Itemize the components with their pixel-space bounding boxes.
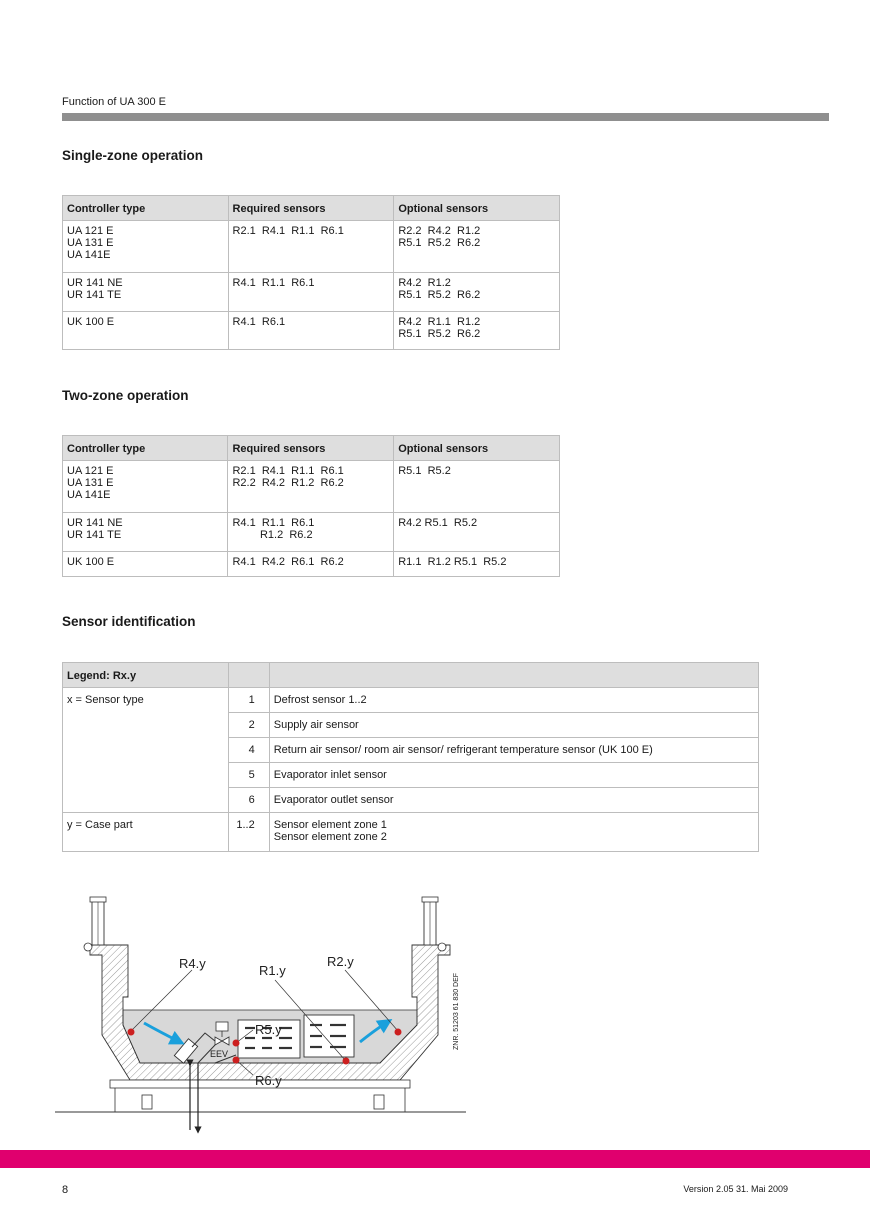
type-number: 5 [228,763,269,788]
label-r6: R6.y [255,1073,282,1088]
table-row [63,312,560,350]
cell-controller: UA 121 E UA 131 E UA 141E [63,461,228,513]
label-r4: R4.y [179,956,206,971]
type-description: Evaporator inlet sensor [269,763,758,788]
cell-optional: R5.1 R5.2 [394,461,560,513]
cell-controller: UR 141 NE UR 141 TE [63,273,229,312]
cell-controller: UA 121 E UA 131 E UA 141E [63,221,229,273]
case-number: 1..2 [228,813,269,852]
cell-optional: R4.2 R1.1 R1.2 R5.1 R5.2 R6.2 [394,312,560,350]
drawing-code: ZNR. 51203 61 830 DEF [453,972,460,1050]
col-header-optional: Optional sensors [394,196,560,221]
sensor-r4-dot [128,1029,135,1036]
header-rule [62,113,829,121]
type-description: Supply air sensor [269,713,758,738]
single-zone-table [62,195,560,350]
table-row [63,221,560,273]
label-r5: R5.y [255,1022,282,1037]
two-zone-title: Two-zone operation [62,388,189,403]
cell-controller: UK 100 E [63,552,228,577]
table-row [63,513,560,552]
table-header-row [63,196,560,221]
table-header-row [63,663,759,688]
cell-required: R2.1 R4.1 R1.1 R6.1 R2.2 R4.2 R1.2 R6.2 [228,461,394,513]
sensor-r1-dot [343,1058,350,1065]
single-zone-title: Single-zone operation [62,148,204,163]
cell-optional: R2.2 R4.2 R1.2 R5.1 R5.2 R6.2 [394,221,560,273]
table-row [63,461,560,513]
cell-required: R4.1 R1.1 R6.1 [228,273,394,312]
col-header-required: Required sensors [228,196,394,221]
two-zone-table [62,435,560,577]
cell-required: R4.1 R4.2 R6.1 R6.2 [228,552,394,577]
type-number: 6 [228,788,269,813]
legend-header-empty [228,663,269,688]
sensor-r2-dot [395,1029,402,1036]
cell-controller: UR 141 NE UR 141 TE [63,513,228,552]
sensor-legend-table [62,662,759,852]
left-foot [142,1095,152,1109]
cell-controller: UK 100 E [63,312,229,350]
col-header-controller: Controller type [63,196,229,221]
running-header: Function of UA 300 E [62,96,166,108]
col-header-controller: Controller type [63,436,228,461]
legend-header: Legend: Rx.y [63,663,229,688]
label-r2: R2.y [327,954,354,969]
version-info: Version 2.05 31. Mai 2009 [683,1184,788,1194]
type-description: Return air sensor/ room air sensor/ refrigerant temperature sensor (UK 100 E) [269,738,758,763]
table-row [63,273,560,312]
sensor-r6-dot [233,1057,240,1064]
legend-header-empty [269,663,758,688]
case-cross-section-diagram [40,885,480,1140]
col-header-required: Required sensors [228,436,394,461]
right-foot [374,1095,384,1109]
case-description: Sensor element zone 1 Sensor element zone 2 [269,813,758,852]
cell-required: R2.1 R4.1 R1.1 R6.1 [228,221,394,273]
footer-accent-bar [0,1150,870,1168]
table-row [63,688,759,713]
cell-required: R4.1 R1.1 R6.1 R1.2 R6.2 [228,513,394,552]
label-eev: EEV [210,1049,229,1059]
col-header-optional: Optional sensors [394,436,560,461]
type-description: Evaporator outlet sensor [269,788,758,813]
cell-required: R4.1 R6.1 [228,312,394,350]
table-row [63,552,560,577]
type-description: Defrost sensor 1..2 [269,688,758,713]
label-r1: R1.y [259,963,286,978]
type-number: 2 [228,713,269,738]
page-number: 8 [62,1184,69,1196]
sensor-id-title: Sensor identification [62,614,196,629]
table-row [63,813,759,852]
cell-optional: R1.1 R1.2 R5.1 R5.2 [394,552,560,577]
cell-optional: R4.2 R5.1 R5.2 [394,513,560,552]
sensor-r5-dot [233,1040,240,1047]
type-number: 4 [228,738,269,763]
x-label: x = Sensor type [63,688,229,813]
valve-actuator-icon [216,1022,228,1031]
table-header-row [63,436,560,461]
cell-optional: R4.2 R1.2 R5.1 R5.2 R6.2 [394,273,560,312]
y-label: y = Case part [63,813,229,852]
type-number: 1 [228,688,269,713]
